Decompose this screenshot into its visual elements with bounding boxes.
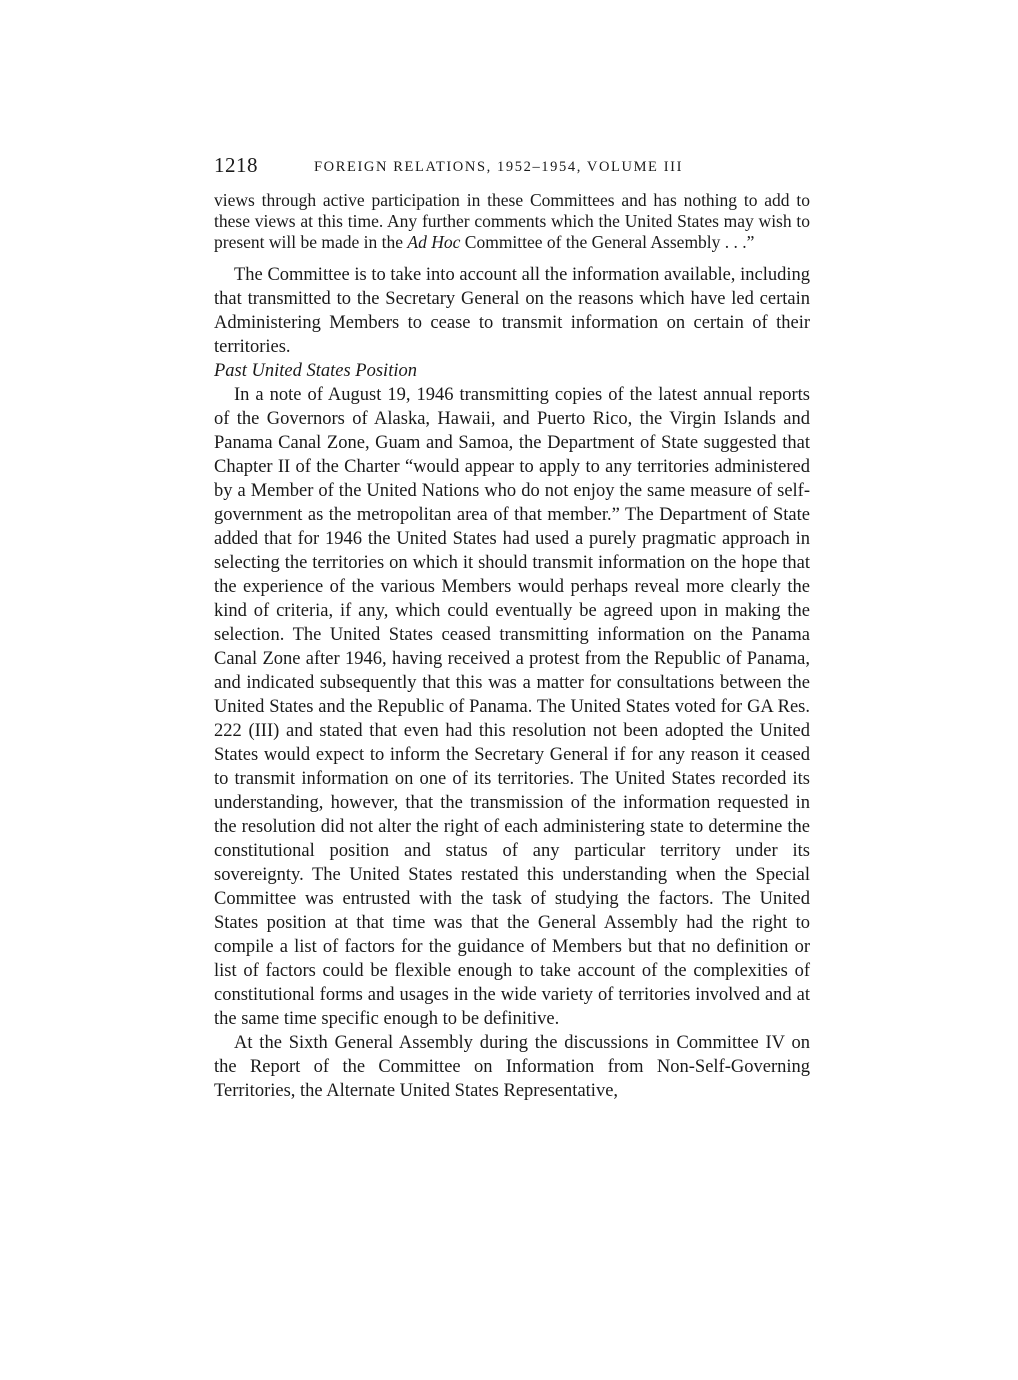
quote-italic-term: Ad Hoc (407, 232, 461, 252)
quote-text-end: Committee of the General Assembly . . .” (460, 232, 755, 252)
quote-text-start: views through active participation in these Committees and has nothing to add to these views at this time. Any further comments which the United States may wish to present will be made in the (214, 190, 810, 252)
paragraph-past-position: In a note of August 19, 1946 transmitting copies of the latest annual reports of the Governors of Alaska, Hawaii, and Puerto Rico, the Virgin Islands and Panama Canal Zone, Guam and Samoa, the Department of State suggested that Chapter II of the Charter “would appear to apply to any territories administered by a Member of the United Nations who do not enjoy the same measure of self-government as the metropolitan area of that member.” The Department of State added that for 1946 the United States had used a purely pragmatic approach in selecting the territories on which it should transmit information on the hope that the experience of the various Members would perhaps reveal more clearly the kind of criteria, if any, which could eventually be agreed upon in making the selection. The United States ceased transmitting information on the Panama Canal Zone after 1946, having received a protest from the Republic of Panama, and indicated subsequently that this was a matter for consultations between the United States and the Republic of Panama. The United States voted for GA Res. 222 (III) and stated that even had this resolution not been adopted the United States would expect to inform the Secretary General if for any reason it ceased to transmit information on one of its territories. The United States recorded its understanding, however, that the transmission of the information requested in the resolution did not alter the right of each administering state to determine the constitutional position and status of any particular territory under its sovereignty. The United States restated this understanding when the Special Committee was entrusted with the task of studying the factors. The United States position at that time was that the General Assembly had the right to compile a list of factors for the guidance of Members but that no definition or list of factors could be flexible enough to take account of the complexities of constitutional forms and usages in the wide variety of territories involved and at the same time specific enough to be definitive. (214, 385, 810, 1029)
body-text (214, 190, 810, 1103)
running-head: FOREIGN RELATIONS, 1952–1954, VOLUME III (314, 159, 684, 175)
paragraph-sixth-assembly: At the Sixth General Assembly during the discussions in Committee IV on the Report of the Committee on Information from Non-Self-Governing Territories, the Alternate United States Representative, (214, 1033, 810, 1101)
page-header (214, 150, 814, 180)
section-subheading: Past United States Position (214, 361, 417, 381)
page-number: 1218 (214, 153, 258, 177)
paragraph-committee-info: The Committee is to take into account all the information available, including that transmitted to the Secretary General on the reasons which have led certain Administering Members to cease to transmit information on certain of their territories. (214, 265, 810, 357)
quoted-passage (214, 190, 810, 253)
